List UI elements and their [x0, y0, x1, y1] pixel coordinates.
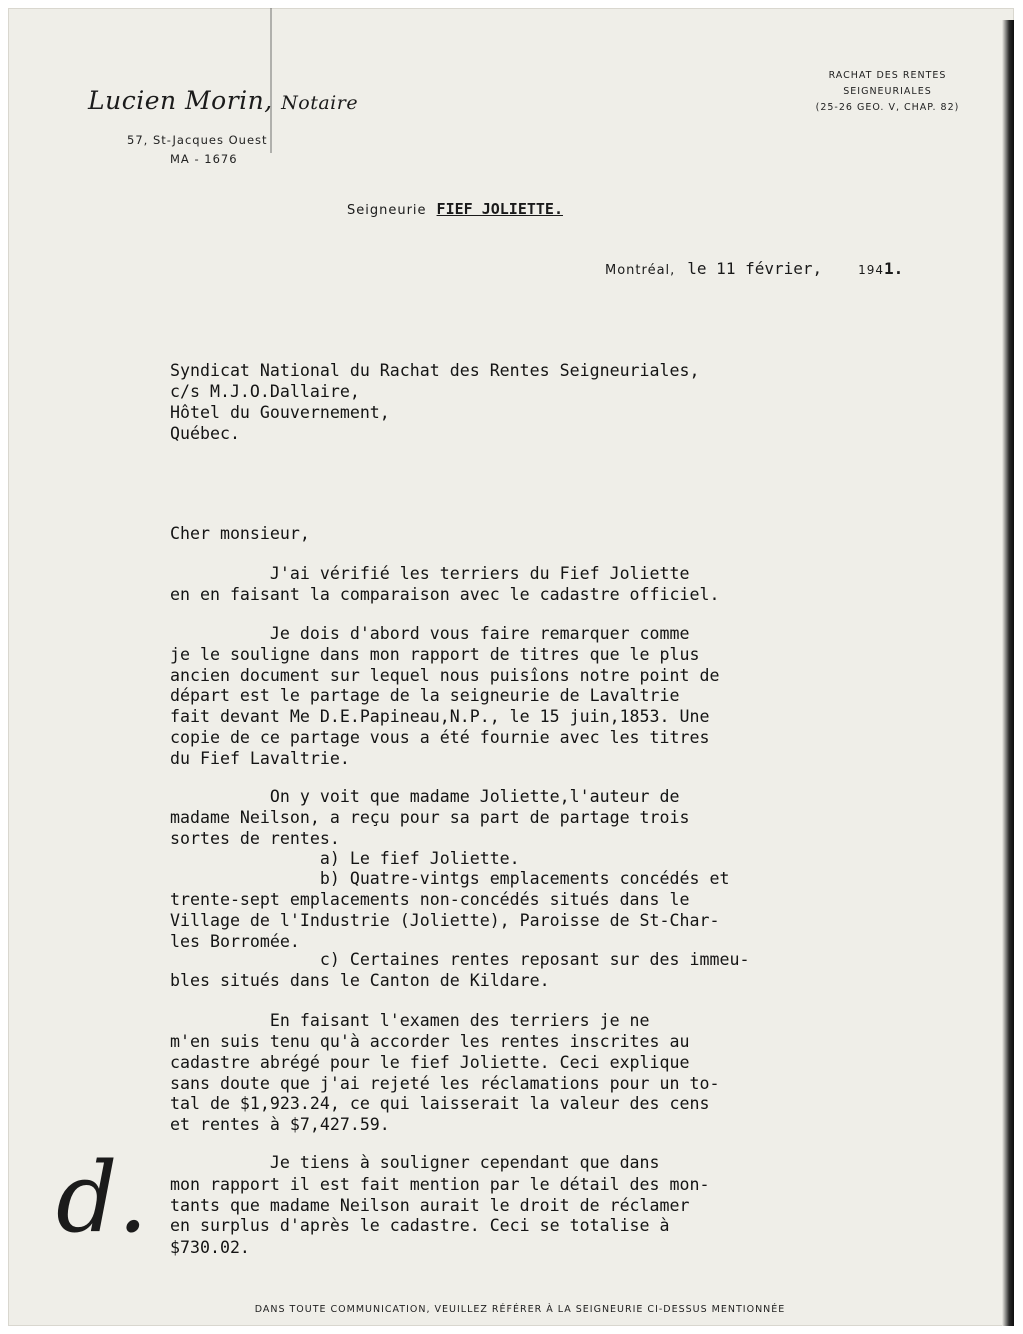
list-item: c) Certaines rentes reposant sur des immeu- — [170, 950, 750, 969]
list-item: b) Quatre-vintgs emplacements concédés et — [170, 869, 730, 888]
body-line: je le souligne dans mon rapport de titres que le plus — [170, 645, 700, 664]
scan-edge — [1002, 20, 1014, 1326]
notary-title: Notaire — [281, 92, 359, 114]
date-year-suffix: 1. — [884, 259, 904, 278]
list-item: a) Le fief Joliette. — [170, 849, 520, 868]
header-right-line3: (25-26 GEO. V, CHAP. 82) — [815, 102, 960, 113]
body-line: fait devant Me D.E.Papineau,N.P., le 15 juin,1853. Une — [170, 707, 710, 726]
body-line: en en faisant la comparaison avec le cadastre officiel. — [170, 585, 720, 604]
body-line: départ est le partage de la seigneurie de Lavaltrie — [170, 686, 680, 705]
recipient-line: c/s M.J.O.Dallaire, — [170, 382, 360, 401]
body-line: Je dois d'abord vous faire remarquer comme — [170, 624, 690, 643]
date-year-prefix: 194 — [858, 263, 885, 277]
body-line: cadastre abrégé pour le fief Joliette. Ceci explique — [170, 1053, 690, 1072]
body-line: bles situés dans le Canton de Kildare. — [170, 971, 550, 990]
notary-name: Lucien Morin, — [88, 86, 273, 115]
subject-line — [347, 200, 563, 219]
body-line: en surplus d'après le cadastre. Ceci se totalise à — [170, 1216, 670, 1235]
body-line: et rentes à $7,427.59. — [170, 1115, 390, 1134]
subject-label: Seigneurie — [347, 203, 427, 218]
recipient-line: Hôtel du Gouvernement, — [170, 403, 390, 422]
body-line: tal de $1,923.24, ce qui laisserait la valeur des cens — [170, 1094, 710, 1113]
body-line: $730.02. — [170, 1238, 250, 1257]
body-line: trente-sept emplacements non-concédés situés dans le — [170, 890, 690, 909]
body-line: sortes de rentes. — [170, 829, 340, 848]
body-line: En faisant l'examen des terriers je ne — [170, 1011, 650, 1030]
recipient-line: Syndicat National du Rachat des Rentes Seigneuriales, — [170, 361, 700, 380]
body-line: copie de ce partage vous a été fournie avec les titres — [170, 728, 710, 747]
fold-line — [270, 8, 272, 153]
body-line: tants que madame Neilson aurait le droit de réclamer — [170, 1196, 690, 1215]
header-right-line2: SEIGNEURIALES — [843, 86, 932, 97]
body-line: m'en suis tenu qu'à accorder les rentes inscrites au — [170, 1032, 690, 1051]
notary-phone: MA - 1676 — [170, 152, 238, 166]
body-line: du Fief Lavaltrie. — [170, 749, 350, 768]
subject-fief: FIEF JOLIETTE. — [436, 200, 563, 218]
handwritten-margin-note: d. — [56, 1142, 148, 1254]
body-line: sans doute que j'ai rejeté les réclamations pour un to- — [170, 1074, 720, 1093]
body-line: madame Neilson, a reçu pour sa part de partage trois — [170, 808, 690, 827]
body-line: On y voit que madame Joliette,l'auteur de — [170, 787, 680, 806]
header-right — [800, 68, 975, 116]
body-line: Village de l'Industrie (Joliette), Paroisse de St-Char- — [170, 911, 720, 930]
header-right-line1: RACHAT DES RENTES — [828, 70, 947, 81]
date-line — [605, 259, 903, 279]
notary-signature-heading — [88, 86, 358, 115]
body-line: ancien document sur lequel nous puisîons notre point de — [170, 666, 720, 685]
body-line: les Borromée. — [170, 932, 300, 951]
body-line: J'ai vérifié les terriers du Fief Joliette — [170, 564, 690, 583]
recipient-line: Québec. — [170, 424, 240, 443]
notary-address: 57, St-Jacques Ouest — [127, 133, 268, 147]
date-typed: le 11 février, — [687, 259, 823, 278]
date-city: Montréal, — [605, 263, 676, 278]
body-line: Je tiens à souligner cependant que dans — [170, 1153, 660, 1172]
body-line: mon rapport il est fait mention par le détail des mon- — [170, 1175, 710, 1194]
salutation: Cher monsieur, — [170, 524, 310, 543]
footer-notice: DANS TOUTE COMMUNICATION, VEUILLEZ RÉFÉRER À LA SEIGNEURIE CI-DESSUS MENTIONNÉE — [254, 1304, 786, 1315]
